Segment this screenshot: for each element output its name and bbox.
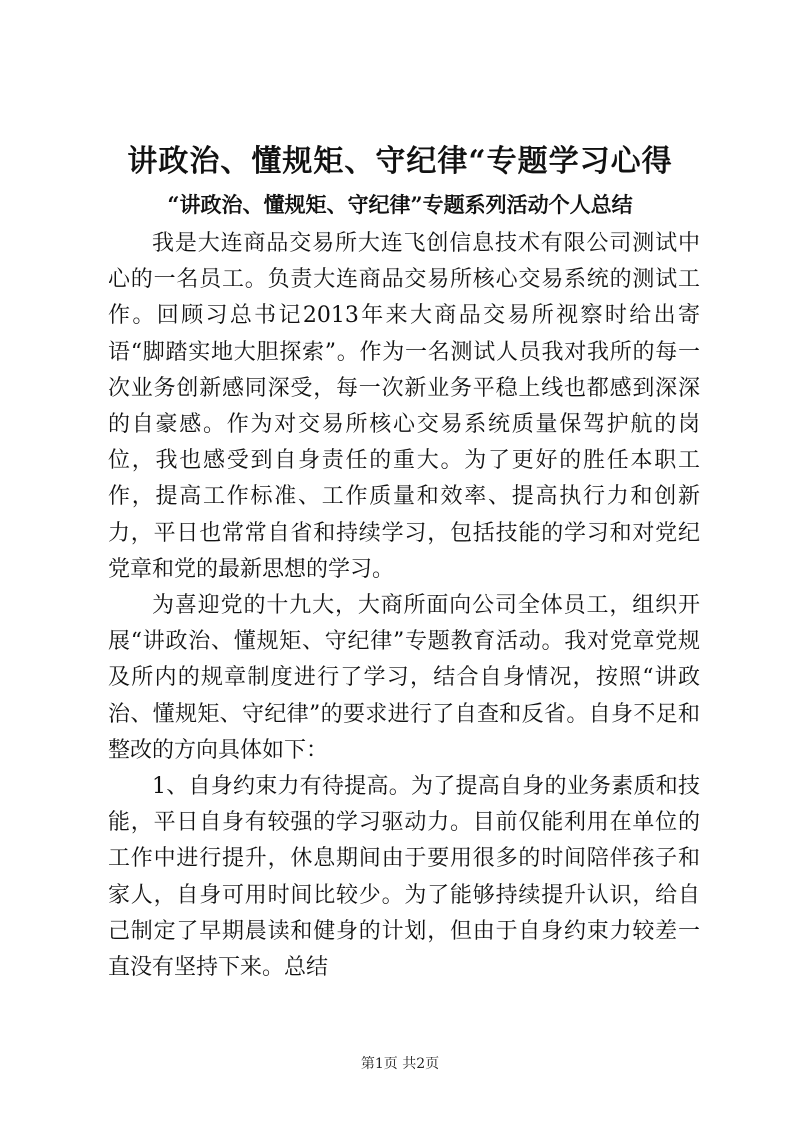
paragraph-activity: 为喜迎党的十九大，大商所面向公司全体员工，组织开展“讲政治、懂规矩、守纪律”专题教育活动。我对党章党规及所内的规章制度进行了学习，结合自身情况，按照“讲政治、懂规矩、守纪律”的要求进行了自查和反省。自身不足和整改的方向具体如下：: [108, 593, 700, 763]
document-subtitle: “讲政治、懂规矩、守纪律”专题系列活动个人总结: [167, 192, 633, 217]
page-footer: 第1页 共2页: [360, 1056, 440, 1072]
document-body: [108, 226, 700, 986]
paragraph-intro: 我是大连商品交易所大连飞创信息技术有限公司测试中心的一名员工。负责大连商品交易所核心交易系统的测试工作。回顾习总书记2013年来大商品交易所视察时给出寄语“脚踏实地大胆探索”。作为一名测试人员我对我所的每一次业务创新感同深受，每一次新业务平稳上线也都感到深深的自豪感。作为对交易所核心交易系统质量保驾护航的岗位，我也感受到自身责任的重大。为了更好的胜任本职工作，提高工作标准、工作质量和效率、提高执行力和创新力，平日也常常自省和持续学习，包括技能的学习和对党纪党章和党的最新思想的学习。: [108, 231, 700, 582]
document-title: 讲政治、懂规矩、守纪律“专题学习心得: [127, 144, 673, 179]
paragraph-point-1: 1、自身约束力有待提高。为了提高自身的业务素质和技能，平日自身有较强的学习驱动力。目前仅能利用在单位的工作中进行提升，休息期间由于要用很多的时间陪伴孩子和家人，自身可用时间比较少。为了能够持续提升认识，给自己制定了早期晨读和健身的计划，但由于自身约束力较差一直没有坚持下来。总结: [108, 774, 700, 981]
